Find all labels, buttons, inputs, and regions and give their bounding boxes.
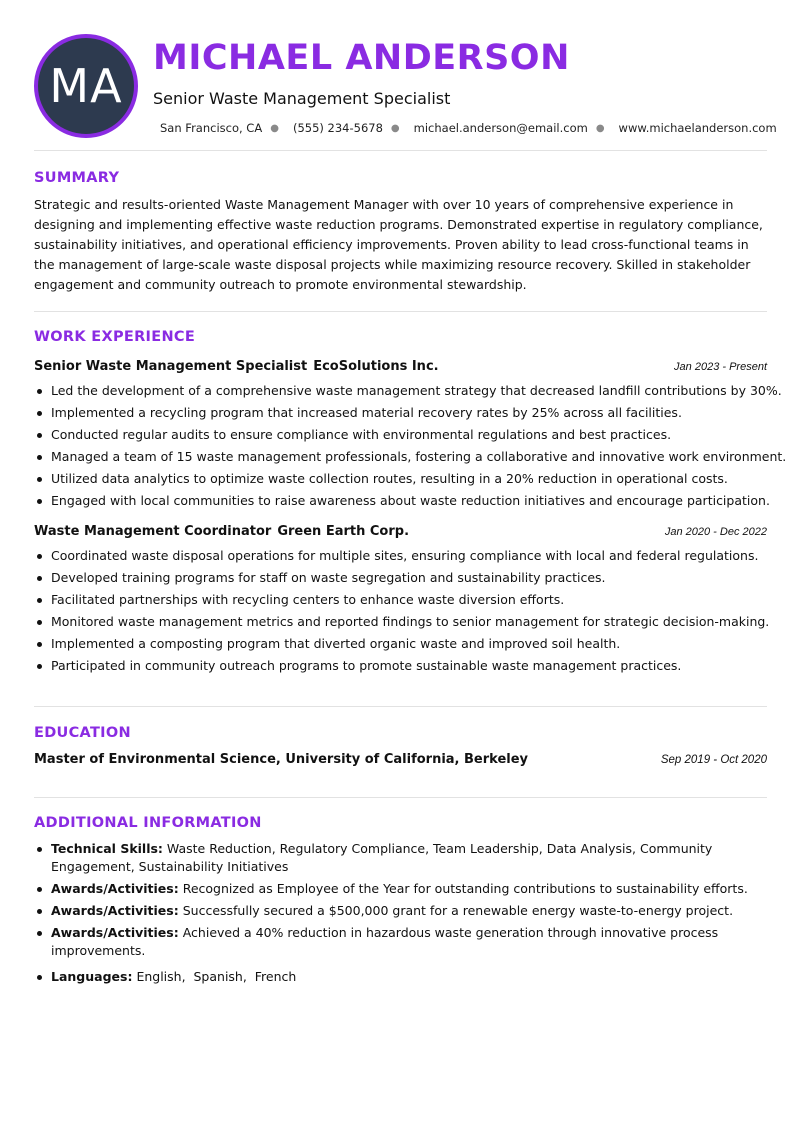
list-item: Implemented a composting program that diverted organic waste and improved soil health. (34, 633, 767, 655)
job-dates: Jan 2023 - Present (674, 361, 767, 373)
info-label: Languages: (51, 969, 133, 984)
info-label: Awards/Activities: (51, 925, 179, 940)
job-role: Senior Waste Management Specialist (34, 359, 308, 374)
job-header (34, 524, 767, 539)
list-item (34, 968, 767, 986)
job-entry (34, 359, 787, 512)
job-company: Green Earth Corp. (277, 524, 410, 539)
summary-section (34, 170, 767, 295)
list-item: Utilized data analytics to optimize waste collection routes, resulting in a 20% reduction in operational costs. (34, 468, 767, 490)
list-item (34, 880, 767, 898)
contact-line (160, 121, 777, 135)
job-entry (34, 524, 770, 677)
job-bullets (34, 380, 787, 512)
experience-heading: WORK EXPERIENCE (34, 329, 196, 345)
info-text: Recognized as Employee of the Year for outstanding contributions to sustainability efforts. (182, 881, 748, 896)
additional-list (34, 840, 767, 986)
list-item (34, 840, 767, 876)
list-item (34, 924, 767, 960)
info-text: Successfully secured a $500,000 grant for a renewable energy waste-to-energy project. (182, 903, 734, 918)
list-item: Conducted regular audits to ensure compliance with environmental regulations and best practices. (34, 424, 767, 446)
list-item: Engaged with local communities to raise awareness about waste reduction initiatives and encourage participation. (34, 490, 767, 512)
candidate-title: Senior Waste Management Specialist (153, 89, 451, 108)
list-item: Led the development of a comprehensive waste management strategy that decreased landfill contributions by 30%. (34, 380, 767, 402)
divider (34, 150, 767, 151)
info-text: Waste Reduction, Regulatory Compliance, Team Leadership, Data Analysis, Community Engagement, Sustainability Initiatives (51, 841, 713, 874)
contact-phone: (555) 234-5678 (292, 121, 383, 135)
info-label: Awards/Activities: (51, 881, 179, 896)
contact-website[interactable]: www.michaelanderson.com (618, 121, 777, 135)
list-item: Monitored waste management metrics and reported findings to senior management for strategic decision-making. (34, 611, 767, 633)
bullet-separator-icon: ● (595, 122, 605, 134)
summary-text: Strategic and results-oriented Waste Management Manager with over 10 years of comprehensive experience in designing and implementing effective waste reduction programs. Demonstrated expertise in regulatory compliance, sustainability initiatives, and operational efficiency improvements. Proven ability to lead cross-functional teams in the management of large-scale waste disposal projects while maximizing resource recovery. Skilled in stakeholder engagement and community outreach to promote environmental stewardship. (34, 197, 763, 292)
list-item: Coordinated waste disposal operations for multiple sites, ensuring compliance with local and federal regulations. (34, 545, 767, 567)
job-role: Waste Management Coordinator (34, 524, 272, 539)
avatar (34, 34, 138, 138)
resume-header (0, 0, 800, 150)
job-bullets (34, 545, 770, 677)
education-section (34, 725, 767, 767)
divider (34, 311, 767, 312)
list-item: Managed a team of 15 waste management professionals, fostering a collaborative and innovative work environment. (34, 446, 767, 468)
job-role-line (34, 524, 409, 539)
bullet-separator-icon: ● (390, 122, 400, 134)
contact-location: San Francisco, CA (160, 121, 263, 135)
summary-heading: SUMMARY (34, 170, 120, 186)
list-item: Facilitated partnerships with recycling centers to enhance waste diversion efforts. (34, 589, 767, 611)
education-entry (34, 752, 767, 767)
avatar-initials: MA (49, 59, 123, 113)
list-item: Implemented a recycling program that increased material recovery rates by 25% across all facilities. (34, 402, 767, 424)
job-company: EcoSolutions Inc. (313, 359, 439, 374)
job-header (34, 359, 767, 374)
info-label: Technical Skills: (51, 841, 163, 856)
additional-section (34, 815, 767, 990)
candidate-name: MICHAEL ANDERSON (153, 38, 570, 78)
list-item: Participated in community outreach programs to promote sustainable waste management practices. (34, 655, 767, 677)
education-heading: EDUCATION (34, 725, 131, 741)
divider (34, 797, 767, 798)
list-item: Developed training programs for staff on waste segregation and sustainability practices. (34, 567, 767, 589)
experience-section (34, 329, 787, 677)
job-dates: Jan 2020 - Dec 2022 (664, 526, 767, 538)
info-text: Achieved a 40% reduction in hazardous waste generation through innovative process improvements. (51, 925, 719, 958)
list-item (34, 902, 767, 920)
bullet-separator-icon: ● (270, 122, 279, 134)
divider (34, 706, 767, 707)
job-role-line (34, 359, 439, 374)
info-text: English, Spanish, French (136, 969, 297, 984)
education-degree: Master of Environmental Science, University of California, Berkeley (34, 752, 529, 767)
info-label: Awards/Activities: (51, 903, 179, 918)
education-dates: Sep 2019 - Oct 2020 (660, 754, 767, 766)
additional-heading: ADDITIONAL INFORMATION (34, 815, 262, 831)
contact-email[interactable]: michael.anderson@email.com (413, 121, 588, 135)
